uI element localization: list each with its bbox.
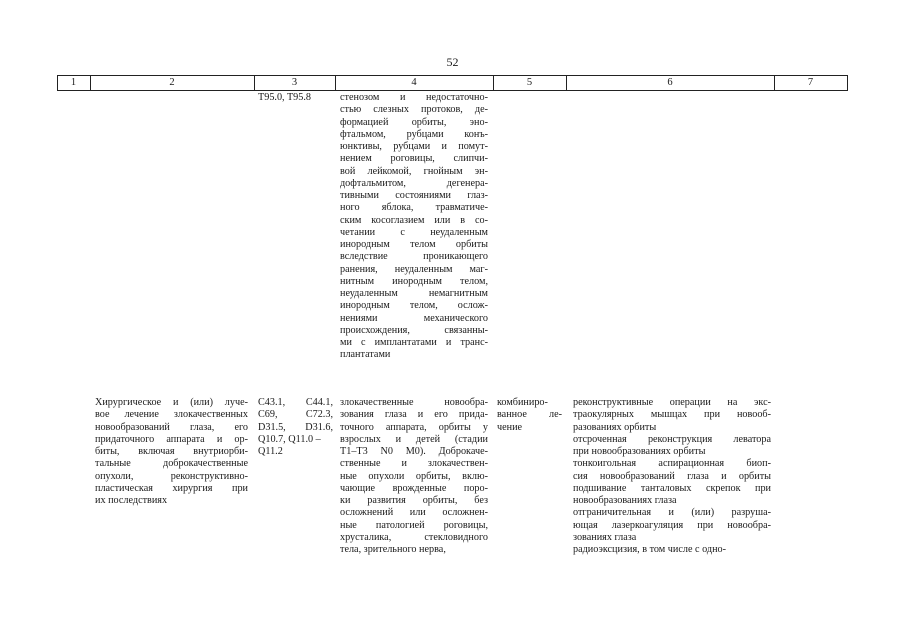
text-line: ного яблока, травматиче- xyxy=(340,202,488,214)
text-line: новообразований глаза, его xyxy=(95,421,248,433)
text-line: пластическая хирургия при xyxy=(95,482,248,494)
text-line: комбиниро- xyxy=(497,397,548,408)
text-line: вследствие проникающего xyxy=(340,251,488,263)
text-line: траокулярных мышцах при новооб- xyxy=(573,409,771,421)
text-line: точного аппарата, орбиты у xyxy=(340,421,488,433)
column-header-6: 6 xyxy=(667,77,673,88)
text-line: чение xyxy=(497,421,523,433)
text-line: ки развития орбиты, без xyxy=(340,495,488,506)
text-line: C43.1, C44.1, xyxy=(258,397,333,408)
page-number: 52 xyxy=(446,55,459,69)
text-line: придаточного аппарата и ор- xyxy=(95,433,248,445)
text-line: стенозом и недостаточно- xyxy=(340,92,488,103)
text-line: ющая лазеркоагуляция при новообра- xyxy=(573,519,771,531)
text-line: Q10.7, Q11.0 – xyxy=(258,433,321,445)
text-line: ванное ле- xyxy=(497,409,562,421)
text-line: чающие врожденные поро- xyxy=(340,482,488,494)
text-line: Хирургическое и (или) луче- xyxy=(95,397,248,408)
text-line: тивными состояниями глаз- xyxy=(340,190,488,201)
text-line: тела, зрительного нерва, xyxy=(340,544,446,555)
text-line: ственные и злокачествен- xyxy=(340,458,488,470)
text-line: осложнений или осложнен- xyxy=(340,507,488,519)
text-line: ранения, неудаленным маг- xyxy=(340,263,488,275)
text-line: хрусталика, стекловидного xyxy=(340,531,488,543)
text-line: стью слезных протоков, де- xyxy=(340,104,488,116)
cell-icd-codes xyxy=(258,397,333,458)
column-header-5: 5 xyxy=(526,77,533,88)
table-top-border xyxy=(57,75,848,76)
text-line: радиоэксцизия, в том числе с одно- xyxy=(573,544,727,555)
text-line: отграничительная и (или) разруша- xyxy=(573,507,771,519)
text-line: четании с неудаленным xyxy=(340,226,488,238)
cell-icd-codes-continued xyxy=(258,92,333,104)
text-line: происхождения, связанны- xyxy=(340,324,488,336)
text-line: D31.5, D31.6, xyxy=(258,421,333,433)
text-line: неудаленным немагнитным xyxy=(340,288,488,299)
text-line: разованиях орбиты xyxy=(573,421,657,433)
text-line: реконструктивные операции на экс- xyxy=(573,397,771,408)
text-line: отсроченная реконструкция леватора xyxy=(573,433,771,445)
cell-treatment-type xyxy=(497,397,562,434)
text-line: опухоли, реконструктивно- xyxy=(95,470,248,482)
text-line: подшивание танталовых скрепок при xyxy=(573,482,771,494)
text-line: взрослых и детей (стадии xyxy=(340,433,488,445)
text-line: зованиях глаза xyxy=(573,531,637,543)
text-line: ским косоглазием или в со- xyxy=(340,214,488,226)
text-line: сия новообразований глаза и орбиты xyxy=(573,470,771,482)
cell-treatment-methods xyxy=(573,397,771,556)
text-line: инородным телом орбиты xyxy=(340,239,488,250)
text-line: дофтальмитом, дегенера- xyxy=(340,177,488,189)
text-line: тонкоигольная аспирационная биоп- xyxy=(573,458,771,470)
text-line: C69, C72.3, xyxy=(258,409,333,421)
text-line: их последствиях xyxy=(95,495,168,506)
header-bottom-border xyxy=(57,90,848,91)
cell-diagnosis xyxy=(340,397,488,556)
text-line: злокачественные новообра- xyxy=(340,397,488,408)
text-line: биты, включая внутриорби- xyxy=(95,446,248,457)
text-line: инородным телом, ослож- xyxy=(340,300,488,312)
text-line: T95.0, T95.8 xyxy=(258,92,312,103)
cell-diagnosis-continued xyxy=(340,92,488,362)
text-line: нениями механического xyxy=(340,312,488,324)
text-line: ми с имплантатами и транс- xyxy=(340,337,488,348)
text-line: формацией орбиты, эно- xyxy=(340,116,488,128)
text-line: при новообразованиях орбиты xyxy=(573,446,706,457)
text-line: тальные доброкачественные xyxy=(95,458,248,470)
column-header-3: 3 xyxy=(291,77,298,88)
column-header-2: 2 xyxy=(169,77,175,88)
cell-care-type xyxy=(95,397,248,507)
column-header-1: 1 xyxy=(70,77,77,88)
text-line: нитным инородным телом, xyxy=(340,275,488,287)
text-line: ные патологией роговицы, xyxy=(340,519,488,531)
text-line: новообразованиях глаза xyxy=(573,495,677,506)
text-line: нением роговицы, слипчи- xyxy=(340,153,488,165)
text-line: Q11.2 xyxy=(258,446,283,457)
text-line: T1–T3 N0 M0). Доброкаче- xyxy=(340,446,488,457)
text-line: юнктивы, рубцами и помут- xyxy=(340,141,488,152)
text-line: фтальмом, рубцами конъ- xyxy=(340,128,488,140)
text-line: ные опухоли орбиты, вклю- xyxy=(340,470,488,482)
column-divider xyxy=(847,75,848,90)
column-header-4: 4 xyxy=(411,77,417,88)
column-header-7: 7 xyxy=(807,77,814,88)
text-line: зования глаза и его прида- xyxy=(340,409,488,421)
text-line: плантатами xyxy=(340,349,391,361)
text-line: вое лечение злокачественных xyxy=(95,409,248,421)
text-line: вой лейкомой, гнойным эн- xyxy=(340,165,488,177)
